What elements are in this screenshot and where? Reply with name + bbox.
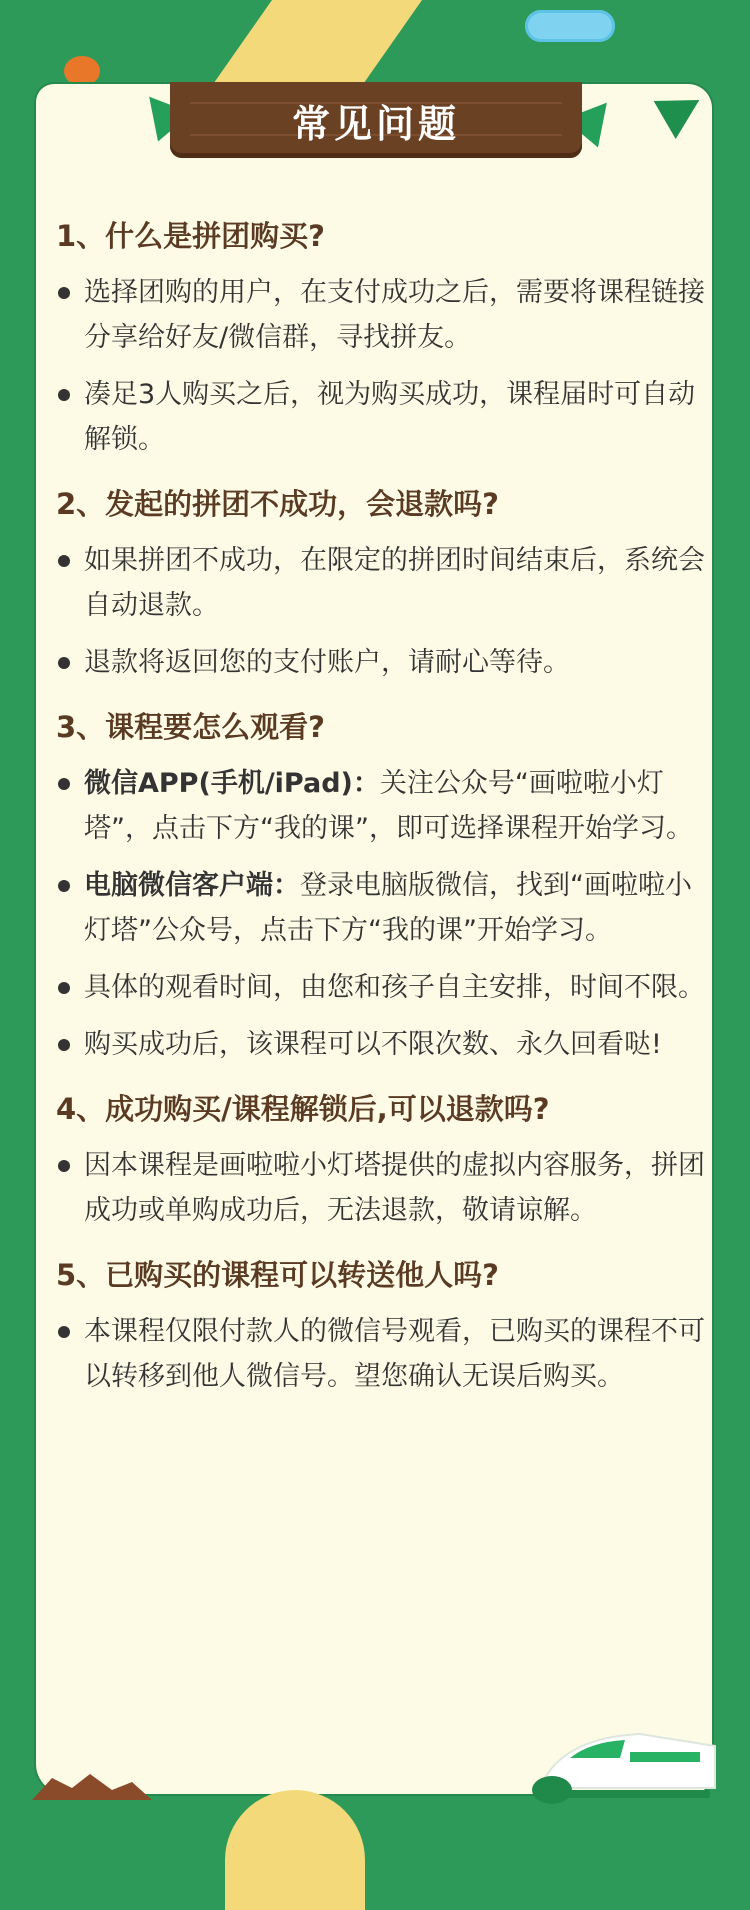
answer-text: 选择团购的用户，在支付成功之后，需要将课程链接分享给好友/微信群，寻找拼友。 <box>84 277 705 353</box>
road-decoration-bottom <box>225 1790 365 1910</box>
faq-question: 2、发起的拼团不成功，会退款吗? <box>56 487 500 521</box>
cloud-icon <box>525 10 615 42</box>
faq-banner <box>170 82 582 158</box>
faq-question: 4、成功购买/课程解锁后,可以退款吗? <box>56 1092 550 1126</box>
faq-answer <box>56 1143 706 1233</box>
answer-text: 关注公众号“画啦啦小灯塔”，点击下方“我的课”，即可选择课程开始学习。 <box>84 768 693 844</box>
bullet-icon <box>58 657 70 669</box>
answer-text: 本课程仅限付款人的微信号观看，已购买的课程不可以转移到他人微信号。望您确认无误后购买。 <box>84 1316 705 1392</box>
answer-text: 登录电脑版微信，找到“画啦啦小灯塔”公众号，点击下方“我的课”开始学习。 <box>84 870 692 946</box>
faq-question: 3、课程要怎么观看? <box>56 710 326 744</box>
fruit-icon <box>64 56 100 86</box>
faq-answer <box>56 372 706 462</box>
faq-section <box>56 216 706 462</box>
faq-question: 5、已购买的课程可以转送他人吗? <box>56 1258 500 1292</box>
bullet-icon <box>58 778 70 790</box>
answer-lead: 微信APP(手机/iPad)： <box>84 768 380 799</box>
faq-list <box>56 216 706 1411</box>
answer-text: 因本课程是画啦啦小灯塔提供的虚拟内容服务，拼团成功或单购成功后，无法退款，敬请谅解。 <box>84 1150 705 1226</box>
faq-answer <box>56 863 706 953</box>
faq-answer <box>56 640 706 685</box>
faq-section <box>56 484 706 685</box>
faq-section <box>56 1255 706 1399</box>
answer-text: 凑足3人购买之后，视为购买成功，课程届时可自动解锁。 <box>84 379 696 455</box>
faq-answer <box>56 1309 706 1399</box>
bullet-icon <box>58 982 70 994</box>
page-title: 常见问题 <box>291 101 460 146</box>
train-icon <box>530 1728 720 1810</box>
faq-section <box>56 1089 706 1233</box>
answer-text: 购买成功后，该课程可以不限次数、永久回看哒! <box>84 1029 662 1060</box>
faq-answer <box>56 538 706 628</box>
bullet-icon <box>58 880 70 892</box>
faq-section <box>56 707 706 1067</box>
rocks-icon <box>32 1770 152 1800</box>
bullet-icon <box>58 1160 70 1172</box>
bullet-icon <box>58 1326 70 1338</box>
faq-answer <box>56 1022 706 1067</box>
bullet-icon <box>58 555 70 567</box>
answer-text: 退款将返回您的支付账户，请耐心等待。 <box>84 647 570 678</box>
answer-lead: 电脑微信客户端： <box>84 870 300 901</box>
bullet-icon <box>58 389 70 401</box>
faq-answer <box>56 270 706 360</box>
answer-text: 如果拼团不成功，在限定的拼团时间结束后，系统会自动退款。 <box>84 545 705 621</box>
bullet-icon <box>58 1039 70 1051</box>
bullet-icon <box>58 287 70 299</box>
faq-question: 1、什么是拼团购买? <box>56 219 326 253</box>
faq-answer <box>56 761 706 851</box>
answer-text: 具体的观看时间，由您和孩子自主安排，时间不限。 <box>84 972 705 1003</box>
faq-answer <box>56 965 706 1010</box>
